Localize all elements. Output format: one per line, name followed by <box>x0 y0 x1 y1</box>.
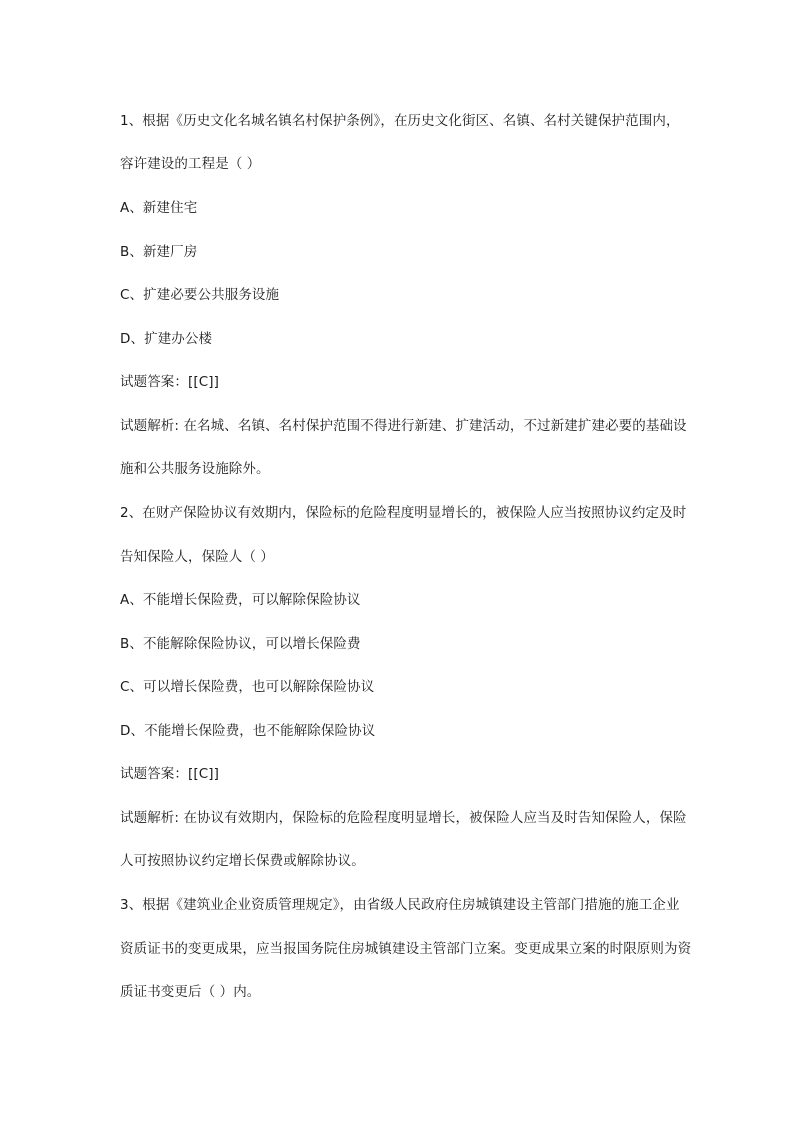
question-2-analysis-line-1: 试题解析: 在协议有效期内，保险标的危险程度明显增长，被保险人应当及时告知保险人，保险 <box>120 810 687 826</box>
question-1-stem-line-1: 1、根据《历史文化名城名镇名村保护条例》，在历史文化街区、名镇、名村关键保护范围内， <box>120 113 680 129</box>
question-2-option-c: C、可以增长保险费，也可以解除保险协议 <box>120 679 375 695</box>
question-1-answer: 试题答案：[[C]] <box>120 374 219 390</box>
question-2-option-a: A、不能增长保险费，可以解除保险协议 <box>120 592 361 608</box>
question-1-analysis-line-1: 试题解析: 在名城、名镇、名村保护范围不得进行新建、扩建活动，不过新建扩建必要的基础设 <box>120 418 687 434</box>
question-3-stem-line-1: 3、根据《建筑业企业资质管理规定》，由省级人民政府住房城镇建设主管部门措施的施工企业 <box>120 897 680 913</box>
question-1-option-a: A、新建住宅 <box>120 200 198 216</box>
question-1-option-d: D、扩建办公楼 <box>120 331 213 347</box>
question-2-analysis-line-2: 人可按照协议约定增长保费或解除协议。 <box>120 853 365 869</box>
question-1-stem-line-2: 容许建设的工程是（ ） <box>120 156 261 172</box>
question-2-answer: 试题答案：[[C]] <box>120 766 219 782</box>
question-2-option-b: B、不能解除保险协议，可以增长保险费 <box>120 636 361 652</box>
question-2-stem-line-1: 2、在财产保险协议有效期内，保险标的危险程度明显增长的，被保险人应当按照协议约定及时 <box>120 505 687 521</box>
question-3-stem-line-3: 质证书变更后（ ）内。 <box>120 984 261 1000</box>
question-3-stem-line-2: 资质证书的变更成果，应当报国务院住房城镇建设主管部门立案。变更成果立案的时限原则为资 <box>120 941 692 957</box>
question-2-option-d: D、不能增长保险费，也不能解除保险协议 <box>120 723 376 739</box>
question-2-stem-line-2: 告知保险人，保险人（ ） <box>120 549 274 565</box>
question-1-analysis-line-2: 施和公共服务设施除外。 <box>120 461 270 477</box>
question-1-option-c: C、扩建必要公共服务设施 <box>120 287 280 303</box>
question-1-option-b: B、新建厂房 <box>120 244 198 260</box>
